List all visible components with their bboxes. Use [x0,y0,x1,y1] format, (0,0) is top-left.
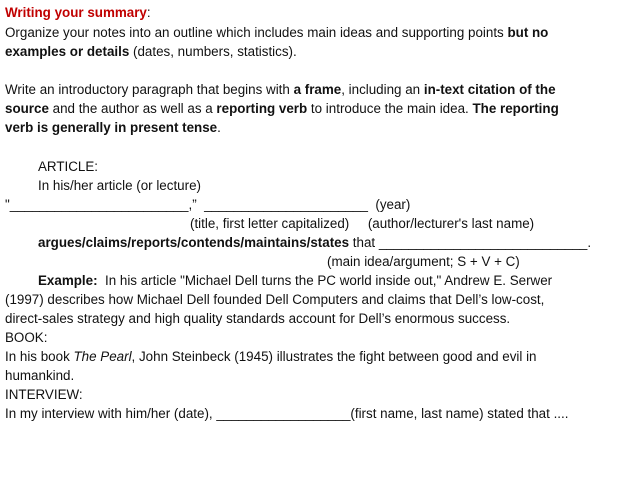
book-label: BOOK: [5,330,48,345]
intro-line-2 [5,43,297,62]
interview-label: INTERVIEW: [5,387,83,402]
frame-text-2d: to introduce the main idea. [307,101,473,116]
article-line-4-rest: that ____________________________. [349,235,592,250]
frame-line-2 [5,100,559,119]
frame-text-1c: , including an [341,82,424,97]
book-line-2: humankind. [5,368,75,383]
example-label: Example: [38,273,98,288]
example-line-2: (1997) describes how Michael Dell founded Dell Computers and claims that Dell’s low-cost, [5,292,545,307]
frame-bold-2e: The reporting [472,101,559,116]
article-line-5: (main idea/argument; S + V + C) [327,254,520,269]
frame-line-1 [5,81,556,100]
example-text-1: In his article "Michael Dell turns the PC world inside out," Andrew E. Serwer [97,273,553,288]
frame-text-3b: . [217,120,221,135]
article-label: ARTICLE: [38,159,99,174]
heading-line [5,4,151,23]
intro-text-1: Organize your notes into an outline which includes main ideas and supporting points [5,25,508,40]
reporting-verbs: argues/claims/reports/contends/maintains/states [38,235,350,250]
frame-text-2b: and the author as well as a [48,101,217,116]
article-line-2: "________________________,” ______________________ (year) [5,197,411,212]
book-text-1b: , John Steinbeck (1945) illustrates the fight between good and evil in [131,349,537,364]
frame-bold-3a: verb is generally in present tense [5,120,218,135]
frame-text-1a: Write an introductory paragraph that begins with [5,82,294,97]
book-text-1a: In his book [5,349,74,364]
article-line-1: In his/her article (or lecture) [38,178,201,193]
example-line-1 [38,272,552,291]
frame-bold-1d: in-text citation of the [423,82,556,97]
intro-line-1 [5,24,548,43]
article-line-4 [38,234,591,253]
intro-bold-1: but no [507,25,549,40]
article-line-3: (title, first letter capitalized) (author/lecturer's last name) [190,216,535,231]
intro-bold-2: examples or details [5,44,130,59]
frame-bold-2a: source [5,101,49,116]
heading-colon: : [146,5,151,20]
frame-line-3 [5,119,221,138]
interview-line-1: In my interview with him/her (date), __________________(first name, last name) stated that .... [5,406,569,421]
book-line-1 [5,348,537,367]
frame-bold-1b: a frame [293,82,342,97]
heading-label: Writing your summary [5,5,147,20]
example-line-3: direct-sales strategy and high quality standards account for Dell’s enormous success. [5,311,511,326]
intro-text-2: (dates, numbers, statistics). [129,44,297,59]
book-title: The Pearl [73,349,132,364]
frame-bold-2c: reporting verb [216,101,308,116]
